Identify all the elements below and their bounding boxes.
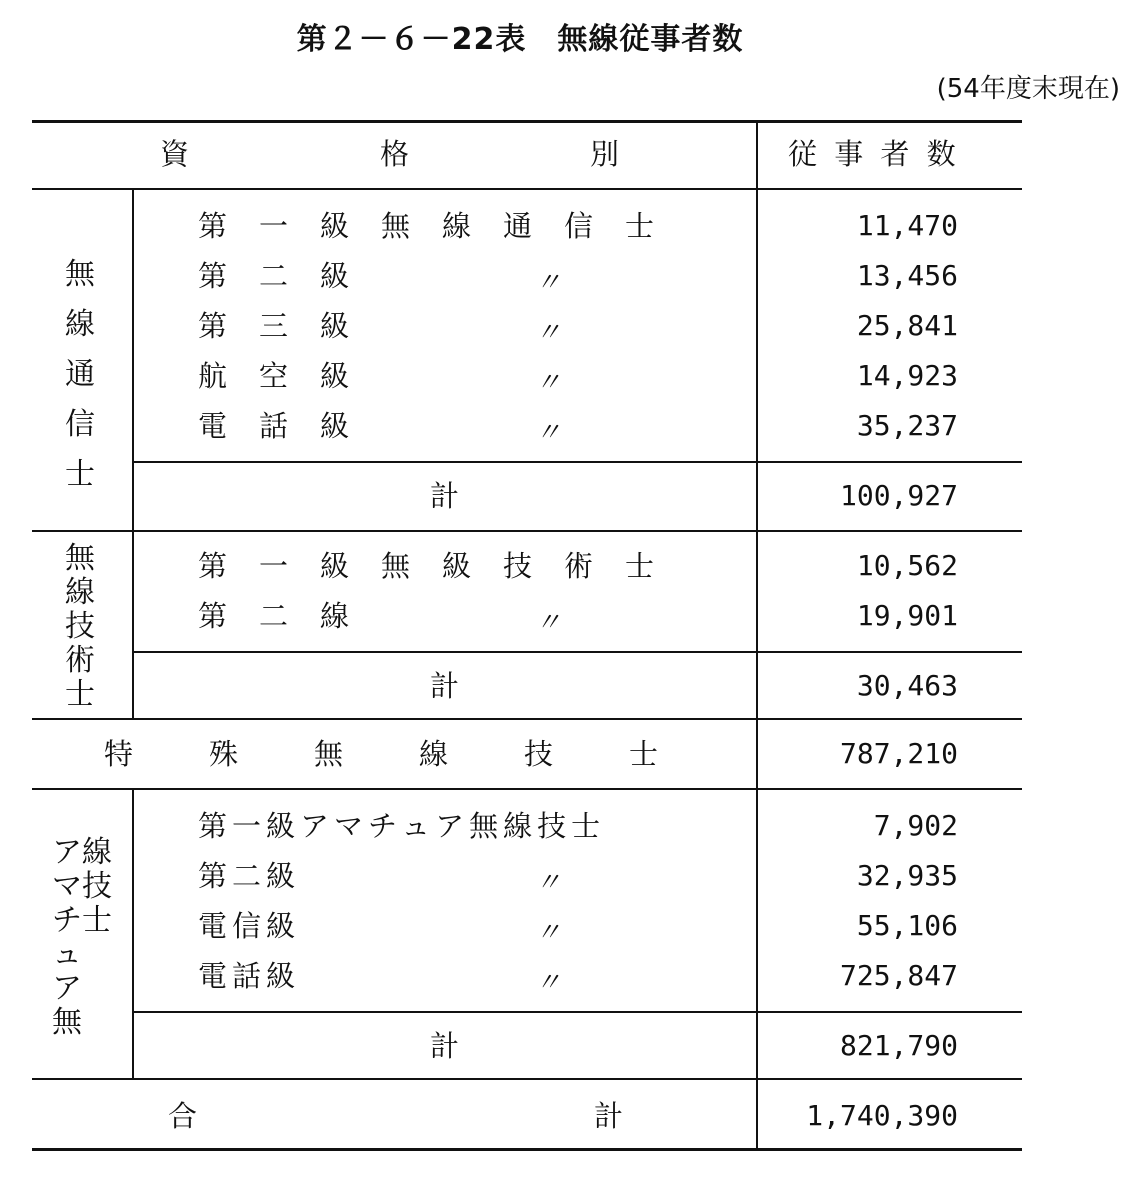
as-of-note: (54年度末現在) [936, 74, 1120, 104]
row-name: 電信級 [198, 909, 301, 943]
group-label-radio-operator: 無線通信士 [65, 257, 95, 492]
ditto-mark: 〃 [535, 968, 562, 998]
ditto-mark: 〃 [535, 918, 562, 948]
rule-subtotal-3 [134, 1011, 1022, 1013]
row-name: 第一級アマチュア無線技士 [198, 809, 606, 843]
row-name: 第二級 [198, 259, 382, 293]
subtotal-value: 30,463 [856, 669, 958, 702]
row-name: 電話級 [198, 409, 382, 443]
rule-subtotal-1 [134, 461, 1022, 463]
row-name: 第二線 [198, 599, 382, 633]
rule-group-4 [32, 1078, 1022, 1080]
total-label-left: 合 [168, 1099, 198, 1133]
rule-top [32, 120, 1022, 123]
row-name: 第二級 [198, 859, 301, 893]
row-name: 航空級 [198, 359, 382, 393]
ditto-mark: 〃 [535, 418, 562, 448]
row-name: 電話級 [198, 959, 301, 993]
header-qualification-1: 資 [160, 137, 190, 171]
row-name: 第一級無線通信士 [198, 209, 687, 243]
rule-group-1 [32, 530, 1022, 532]
subtotal-value: 821,790 [839, 1029, 958, 1062]
group-label-amateur-col2: 線技士 [82, 835, 112, 938]
row-value: 55,106 [856, 909, 958, 942]
row-value: 14,923 [856, 359, 958, 392]
ditto-mark: 〃 [535, 268, 562, 298]
subtotal-value: 100,927 [839, 479, 958, 512]
rule-group-label-3 [132, 788, 134, 1078]
rule-header [32, 188, 1022, 190]
row-value: 7,902 [873, 809, 958, 842]
total-value: 1,740,390 [806, 1099, 958, 1132]
subtotal-label: 計 [430, 479, 460, 513]
total-label-right: 計 [594, 1099, 624, 1133]
group-label-amateur-col1: アマチュア無 [52, 835, 82, 1040]
row-value: 10,562 [856, 549, 958, 582]
row-name: 第一級無級技術士 [198, 549, 687, 583]
subtotal-label: 計 [430, 669, 460, 703]
special-label: 特殊無線技士 [104, 737, 735, 771]
ditto-mark: 〃 [535, 368, 562, 398]
rule-group-label-2 [132, 530, 134, 718]
header-qualification-3: 別 [590, 137, 620, 171]
row-value: 19,901 [856, 599, 958, 632]
rule-bottom [32, 1148, 1022, 1151]
rule-group-label-1 [132, 188, 134, 530]
row-value: 32,935 [856, 859, 958, 892]
rule-group-3 [32, 788, 1022, 790]
rule-group-2 [32, 718, 1022, 720]
row-value: 11,470 [856, 209, 958, 242]
header-qualification-2: 格 [380, 137, 410, 171]
header-count: 従 事 者 数 [788, 137, 960, 171]
rule-subtotal-2 [134, 651, 1022, 653]
table-title: 第２－６－22表 無線従事者数 [296, 22, 744, 57]
ditto-mark: 〃 [535, 318, 562, 348]
row-value: 725,847 [839, 959, 958, 992]
subtotal-label: 計 [430, 1029, 460, 1063]
ditto-mark: 〃 [535, 608, 562, 638]
row-value: 13,456 [856, 259, 958, 292]
row-value: 25,841 [856, 309, 958, 342]
row-value: 35,237 [856, 409, 958, 442]
group-label-radio-engineer: 無線技術士 [65, 541, 95, 712]
row-name: 第三級 [198, 309, 382, 343]
special-value: 787,210 [839, 737, 958, 770]
ditto-mark: 〃 [535, 868, 562, 898]
